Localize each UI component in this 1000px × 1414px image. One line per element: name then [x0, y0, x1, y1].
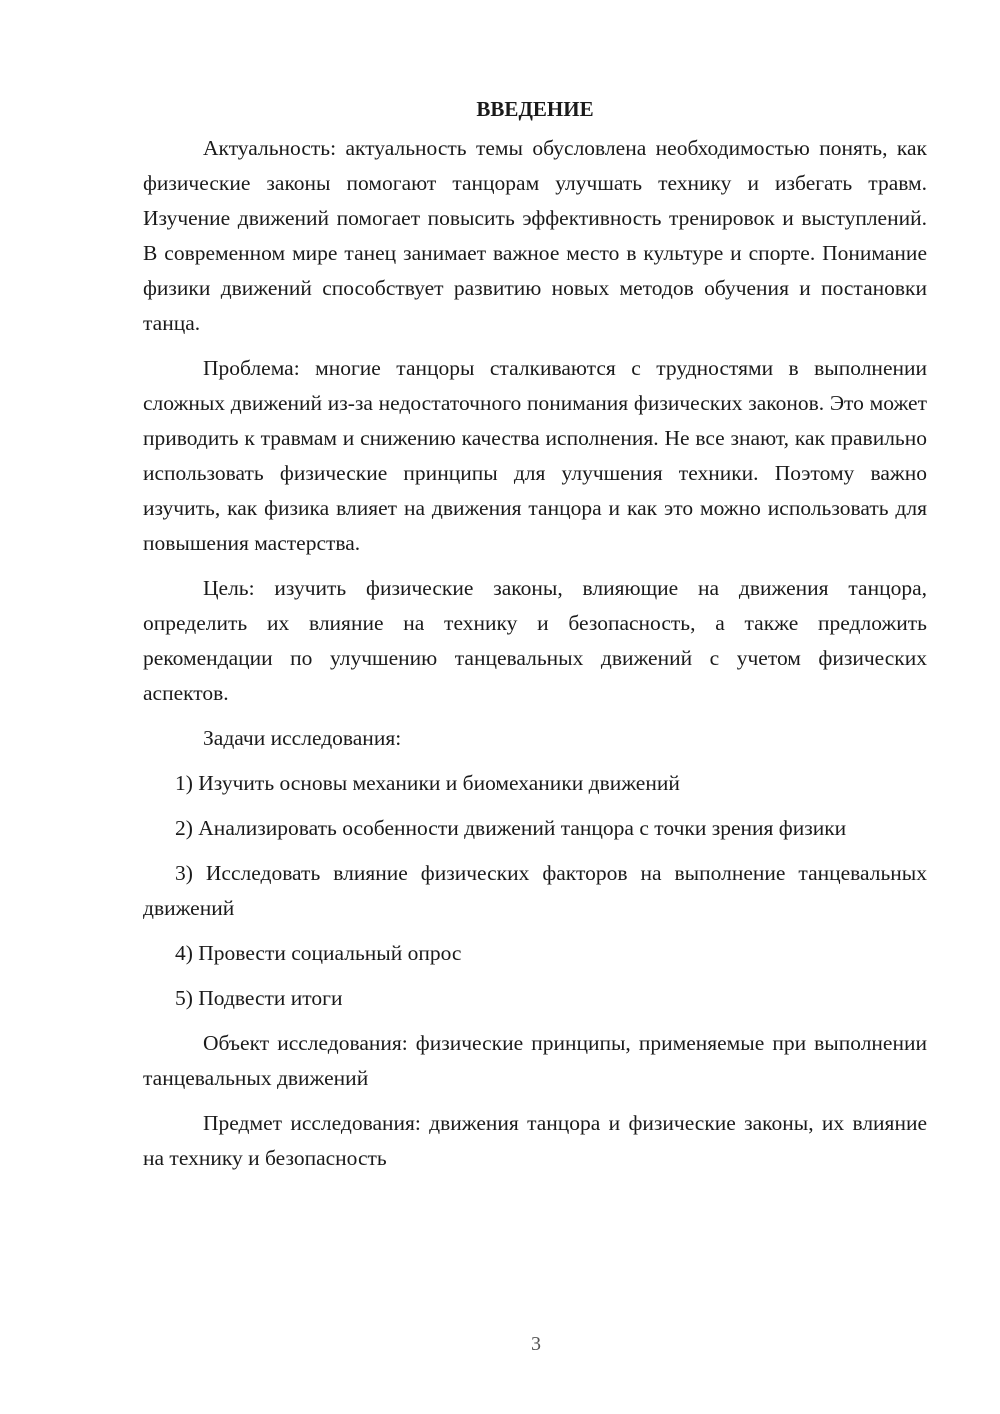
document-page: [143, 92, 927, 1186]
problem-paragraph: Проблема: многие танцоры сталкиваются с трудностями в выполнении сложных движений из-за недостаточного понимания физических законов. Это может приводить к травмам и снижению качества исполнения. Не все знают, как правильно использовать физические принципы для улучшения техники. Поэтому важно изучить, как физика влияет на движения танцора и как это можно использовать для повышения мастерства.: [143, 356, 927, 555]
subject-paragraph: Предмет исследования: движения танцора и физические законы, их влияние на технику и безопасность: [143, 1111, 927, 1170]
task-item-2: 2) Анализировать особенности движений танцора с точки зрения физики: [175, 816, 847, 840]
task-item-1: 1) Изучить основы механики и биомеханики движений: [175, 771, 680, 795]
page-number: 3: [531, 1333, 541, 1355]
task-item-4: 4) Провести социальный опрос: [175, 941, 462, 965]
relevance-paragraph: Актуальность: актуальность темы обусловлена необходимостью понять, как физические законы помогают танцорам улучшать технику и избегать травм. Изучение движений помогает повысить эффективность тренировок и выступлений. В современном мире танец занимает важное место в культуре и спорте. Понимание физики движений способствует развитию новых методов обучения и постановки танца.: [143, 136, 927, 335]
object-paragraph: Объект исследования: физические принципы, применяемые при выполнении танцевальных движений: [143, 1031, 927, 1090]
page-title: ВВЕДЕНИЕ: [476, 97, 594, 121]
task-item-5: 5) Подвести итоги: [175, 986, 343, 1010]
tasks-heading: Задачи исследования:: [203, 726, 402, 750]
goal-paragraph: Цель: изучить физические законы, влияющие на движения танцора, определить их влияние на технику и безопасность, а также предложить рекомендации по улучшению танцевальных движений с учетом физических аспектов.: [143, 576, 927, 705]
task-item-3: 3) Исследовать влияние физических факторов на выполнение танцевальных движений: [143, 861, 927, 920]
